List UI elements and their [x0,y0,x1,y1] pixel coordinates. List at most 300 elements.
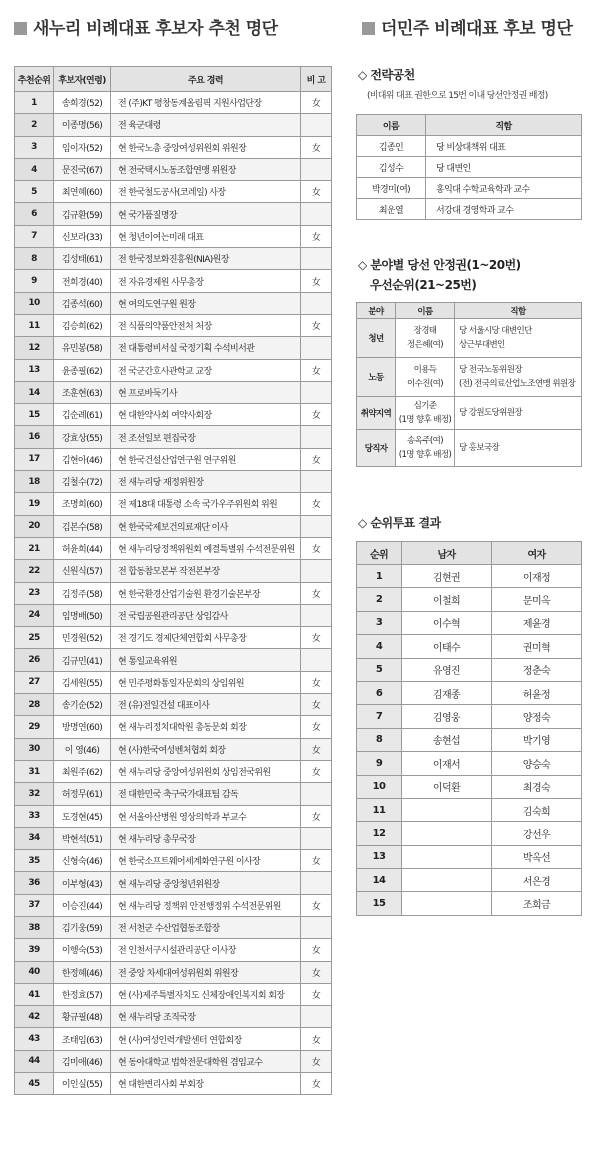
male-cell: 이재서 [402,752,492,775]
role-line: 당 전국노동위원장 [459,365,522,375]
table-row [357,565,582,588]
note-cell [301,337,332,359]
note-cell: 女 [301,1073,332,1095]
rank-cell: 7 [15,225,54,247]
female-cell: 박옥선 [492,845,582,868]
rank-cell: 20 [15,515,54,537]
candidate-cell: 황규필(48) [54,1006,111,1028]
table-row [357,430,582,467]
table-row [15,270,332,292]
note-cell: 女 [301,537,332,559]
career-cell: 현 새누리당 정책위 안전행정위 수석전문위원 [111,894,301,916]
rank-cell: 21 [15,537,54,559]
male-cell: 김영웅 [402,705,492,728]
career-cell: 현 새누리당 조직국장 [111,1006,301,1028]
rank-cell: 17 [15,448,54,470]
table-row [357,178,582,199]
career-cell: 전 육군대령 [111,114,301,136]
note-cell: 女 [301,1028,332,1050]
candidate-cell: 허정무(61) [54,783,111,805]
career-cell: 현 새누리당 총무국장 [111,827,301,849]
field-cell: 노동 [357,358,396,397]
note-cell [301,916,332,938]
field-cell: 취약지역 [357,397,396,430]
rank-cell: 7 [357,705,402,728]
role-line: 상근부대변인 [459,340,505,350]
rank-cell: 5 [357,658,402,681]
field-cell: 당직자 [357,430,396,467]
rank-cell: 16 [15,426,54,448]
rank-cell: 44 [15,1050,54,1072]
table-row [15,448,332,470]
table-row [357,775,582,798]
rank-cell: 27 [15,671,54,693]
names-cell [396,430,455,467]
table-row [15,827,332,849]
note-cell [301,649,332,671]
note-cell [301,872,332,894]
career-cell: 전 제18대 대통령 소속 국가우주위원회 위원 [111,493,301,515]
female-cell: 강선우 [492,822,582,845]
candidate-cell: 허윤희(44) [54,537,111,559]
note-cell [301,114,332,136]
candidate-cell: 이인실(55) [54,1073,111,1095]
table-row [15,515,332,537]
note-cell [301,381,332,403]
table-row [357,358,582,397]
career-cell: 현 새누리당정책위원회 예결특별위 수석전문위원 [111,537,301,559]
rank-cell: 8 [15,248,54,270]
male-cell: 이태수 [402,635,492,658]
table-row [15,961,332,983]
note-cell: 女 [301,92,332,114]
field-table [356,302,582,467]
career-cell: 현 한국환경산업기술원 환경기술본부장 [111,582,301,604]
candidate-cell: 이승진(44) [54,894,111,916]
rank-cell: 39 [15,939,54,961]
candidate-cell: 김승희(62) [54,314,111,336]
col-header-name: 이름 [396,303,455,319]
candidate-cell: 김본수(58) [54,515,111,537]
table-row [15,248,332,270]
candidate-cell: 신형숙(46) [54,850,111,872]
candidate-cell: 전희경(40) [54,270,111,292]
female-cell: 정춘숙 [492,658,582,681]
rank-cell: 34 [15,827,54,849]
rank-cell: 13 [15,359,54,381]
career-cell: 전 대통령비서실 국정기획 수석비서관 [111,337,301,359]
career-cell: 현 여의도연구원 원장 [111,292,301,314]
table-row [357,822,582,845]
title-cell: 서강대 경영학과 교수 [426,199,582,220]
career-cell: 전 서천군 수산업협동조합장 [111,916,301,938]
candidate-cell: 임이자(52) [54,136,111,158]
square-bullet-icon [362,22,375,35]
candidate-cell: 민경원(52) [54,627,111,649]
male-cell: 이덕환 [402,775,492,798]
note-cell: 女 [301,983,332,1005]
col-header-candidate: 후보자(연령) [54,67,111,92]
candidate-cell: 김세원(55) [54,671,111,693]
left-title-text: 새누리 비례대표 후보자 추천 명단 [33,19,278,39]
col-header-title: 직함 [426,115,582,136]
table-row [357,798,582,821]
rank-cell: 10 [357,775,402,798]
table-row [357,681,582,704]
male-cell: 유영진 [402,658,492,681]
table-row [15,894,332,916]
rank-cell: 11 [15,314,54,336]
note-cell: 女 [301,760,332,782]
career-cell: 현 청년이여는미래 대표 [111,225,301,247]
table-row [15,582,332,604]
rank-cell: 45 [15,1073,54,1095]
table-row [15,404,332,426]
career-cell: 현 한국노총 중앙여성위원회 위원장 [111,136,301,158]
male-cell: 송현섭 [402,728,492,751]
note-cell: 女 [301,359,332,381]
career-cell: 현 전국택시노동조합연맹 위원장 [111,158,301,180]
rank-cell: 4 [15,158,54,180]
candidate-cell: 이부형(43) [54,872,111,894]
table-row [15,738,332,760]
name-line: 심기준 [413,401,437,411]
col-header-career: 주요 경력 [111,67,301,92]
note-cell: 女 [301,1050,332,1072]
rank-cell: 9 [357,752,402,775]
rank-cell: 18 [15,471,54,493]
rank-cell: 23 [15,582,54,604]
candidate-cell: 유민봉(58) [54,337,111,359]
table-row [15,181,332,203]
rank-cell: 35 [15,850,54,872]
career-cell: 현 통일교육위원 [111,649,301,671]
career-cell: 현 새누리정치대학원 총동문회 회장 [111,716,301,738]
note-cell [301,827,332,849]
table-row [15,716,332,738]
rank-cell: 1 [357,565,402,588]
career-cell: 전 (주)KT 평창동계올림픽 지원사업단장 [111,92,301,114]
rank-cell: 36 [15,872,54,894]
rank-cell: 28 [15,694,54,716]
note-cell: 女 [301,225,332,247]
candidate-cell: 조태임(63) [54,1028,111,1050]
candidate-cell: 김철수(72) [54,471,111,493]
strategic-table [356,114,582,220]
table-row [15,1006,332,1028]
candidate-cell: 송희경(52) [54,92,111,114]
col-header-rank: 추천순위 [15,67,54,92]
rank-cell: 3 [357,611,402,634]
candidate-cell: 신보라(33) [54,225,111,247]
rank-cell: 19 [15,493,54,515]
table-row [15,783,332,805]
name-line: 이용득 [413,365,437,375]
table-row [357,199,582,220]
name-line: 장경태 [413,326,437,336]
female-cell: 허윤정 [492,681,582,704]
candidate-cell: 김순례(61) [54,404,111,426]
candidate-cell: 김종석(60) [54,292,111,314]
career-cell: 전 국군간호사관학교 교장 [111,359,301,381]
career-cell: 현 대한약사회 여약사회장 [111,404,301,426]
table-row [357,588,582,611]
female-cell: 박기영 [492,728,582,751]
career-cell: 전 대한민국 축구국가대표팀 감독 [111,783,301,805]
female-cell: 문미옥 [492,588,582,611]
rank-cell: 29 [15,716,54,738]
col-header-male: 남자 [402,542,492,565]
col-header-female: 여자 [492,542,582,565]
vote-result-table [356,541,582,916]
career-cell: 현 새누리당 중앙청년위원장 [111,872,301,894]
table-row [15,359,332,381]
candidate-cell: 김규민(41) [54,649,111,671]
note-cell: 女 [301,627,332,649]
rank-cell: 25 [15,627,54,649]
title-cell: 홍익대 수학교육학과 교수 [426,178,582,199]
career-cell: 전 자유경제원 사무총장 [111,270,301,292]
table-row [15,760,332,782]
note-cell: 女 [301,448,332,470]
rank-cell: 6 [15,203,54,225]
rank-cell: 42 [15,1006,54,1028]
female-cell: 양승숙 [492,752,582,775]
table-row [15,694,332,716]
role-line: 당 서울시당 대변인단 [459,326,532,336]
rank-cell: 6 [357,681,402,704]
note-cell [301,292,332,314]
note-cell [301,248,332,270]
candidate-cell: 도경현(45) [54,805,111,827]
candidate-cell: 최원주(62) [54,760,111,782]
names-cell [396,319,455,358]
candidate-cell: 이 영(46) [54,738,111,760]
career-cell: 전 새누리당 재정위원장 [111,471,301,493]
title-cell: 당 비상대책위 대표 [426,136,582,157]
career-cell: 현 프로바둑기사 [111,381,301,403]
roles-cell [455,358,582,397]
female-cell: 권미혁 [492,635,582,658]
note-cell [301,604,332,626]
career-cell: 전 한국정보화진흥원(NIA)원장 [111,248,301,270]
square-bullet-icon [14,22,27,35]
note-cell: 女 [301,493,332,515]
rank-cell: 31 [15,760,54,782]
career-cell: 현 동아대학교 법학전문대학원 겸임교수 [111,1050,301,1072]
table-row [357,869,582,892]
table-row [15,604,332,626]
male-cell [402,798,492,821]
table-row [15,136,332,158]
note-cell [301,426,332,448]
rank-cell: 11 [357,798,402,821]
candidate-cell: 송기순(52) [54,694,111,716]
table-row [15,1028,332,1050]
female-cell: 김숙희 [492,798,582,821]
table-row [357,635,582,658]
female-cell: 최경숙 [492,775,582,798]
table-row [15,203,332,225]
note-cell: 女 [301,314,332,336]
note-cell [301,1006,332,1028]
table-row [15,1073,332,1095]
rank-cell: 12 [357,822,402,845]
rank-cell: 8 [357,728,402,751]
right-title-text: 더민주 비례대표 후보 명단 [381,19,573,39]
name-cell: 김종인 [357,136,426,157]
career-cell: 현 한국건설산업연구원 연구위원 [111,448,301,470]
table-row [15,939,332,961]
note-cell: 女 [301,694,332,716]
note-cell: 女 [301,136,332,158]
table-row [15,493,332,515]
rank-cell: 41 [15,983,54,1005]
candidate-cell: 김미애(46) [54,1050,111,1072]
rank-cell: 43 [15,1028,54,1050]
candidate-cell: 임명배(50) [54,604,111,626]
candidate-cell: 조명희(60) [54,493,111,515]
rank-cell: 4 [357,635,402,658]
strategic-note: (비대위 대표 권한으로 15번 이내 당선안정권 배정) [367,91,548,101]
col-header-name: 이름 [357,115,426,136]
candidate-cell: 김현아(46) [54,448,111,470]
male-cell: 이철희 [402,588,492,611]
note-cell: 女 [301,805,332,827]
table-row [357,752,582,775]
table-row [15,872,332,894]
rank-cell: 13 [357,845,402,868]
rank-cell: 22 [15,560,54,582]
table-row [15,314,332,336]
name-line: 정은혜(여) [407,340,443,350]
table-row [15,1050,332,1072]
male-cell: 김재종 [402,681,492,704]
rank-cell: 40 [15,961,54,983]
rank-cell: 15 [15,404,54,426]
male-cell: 이수혁 [402,611,492,634]
career-cell: 현 (사)여성인력개발센터 연합회장 [111,1028,301,1050]
candidate-cell: 문진국(67) [54,158,111,180]
career-cell: 전 한국철도공사(코레일) 사장 [111,181,301,203]
table-row [357,157,582,178]
note-cell [301,471,332,493]
table-row [15,471,332,493]
rank-cell: 24 [15,604,54,626]
col-header-field: 분야 [357,303,396,319]
rank-cell: 2 [357,588,402,611]
col-header-title: 직함 [455,303,582,319]
table-row [15,560,332,582]
male-cell [402,869,492,892]
rank-cell: 15 [357,892,402,915]
name-line: (1명 향후 배정) [398,450,452,460]
candidate-cell: 최연혜(60) [54,181,111,203]
rank-cell: 32 [15,783,54,805]
table-row [15,381,332,403]
table-row [357,728,582,751]
names-cell [396,358,455,397]
note-cell [301,203,332,225]
female-cell: 제윤경 [492,611,582,634]
field-heading: ◇ 분야별 당선 안정권(1~20번) [358,258,521,272]
career-cell: 현 민주평화통일자문회의 상임위원 [111,671,301,693]
note-cell: 女 [301,582,332,604]
candidate-cell: 이종명(56) [54,114,111,136]
note-cell [301,783,332,805]
note-cell: 女 [301,738,332,760]
candidate-cell: 김성태(61) [54,248,111,270]
career-cell: 전 경기도 경제단체연합회 사무총장 [111,627,301,649]
female-cell: 서은경 [492,869,582,892]
table-row [357,892,582,915]
note-cell: 女 [301,850,332,872]
note-cell: 女 [301,404,332,426]
table-row [357,397,582,430]
roles-cell [455,319,582,358]
role-line: 당 홍보국장 [459,443,500,453]
career-cell: 현 서울아산병원 영상의학과 부교수 [111,805,301,827]
field-cell: 청년 [357,319,396,358]
male-cell [402,845,492,868]
candidate-cell: 강효상(55) [54,426,111,448]
table-row [15,426,332,448]
career-cell: 전 식품의약품안전처 처장 [111,314,301,336]
note-cell [301,158,332,180]
priority-heading: 우선순위(21~25번) [370,278,477,292]
candidate-cell: 방명연(60) [54,716,111,738]
name-line: (1명 향후 배정) [398,415,452,425]
name-cell: 박경미(여) [357,178,426,199]
rank-cell: 1 [15,92,54,114]
candidate-cell: 신원식(57) [54,560,111,582]
table-row [15,983,332,1005]
rank-cell: 30 [15,738,54,760]
rank-cell: 5 [15,181,54,203]
note-cell: 女 [301,716,332,738]
female-cell: 양정숙 [492,705,582,728]
name-line: 송옥주(여) [407,436,443,446]
candidate-cell: 김기웅(59) [54,916,111,938]
note-cell: 女 [301,939,332,961]
rank-cell: 10 [15,292,54,314]
note-cell: 女 [301,961,332,983]
table-row [357,319,582,358]
rank-cell: 12 [15,337,54,359]
table-row [357,705,582,728]
note-cell: 女 [301,181,332,203]
note-cell: 女 [301,894,332,916]
table-row [15,916,332,938]
career-cell: 전 국립공원관리공단 상임감사 [111,604,301,626]
female-cell: 이재정 [492,565,582,588]
col-header-note: 비 고 [301,67,332,92]
name-line: 이수진(여) [407,379,443,389]
strategic-heading: ◇ 전략공천 [358,68,415,82]
candidate-cell: 김정주(58) [54,582,111,604]
col-header-rank: 순위 [357,542,402,565]
rank-cell: 38 [15,916,54,938]
career-cell: 현 (사)제주특별자치도 신체장애인복지회 회장 [111,983,301,1005]
career-cell: 전 조선일보 편집국장 [111,426,301,448]
candidate-cell: 박현석(51) [54,827,111,849]
table-row [357,136,582,157]
male-cell [402,822,492,845]
career-cell: 현 (사)한국여성벤처협회 회장 [111,738,301,760]
saenuri-candidate-table [14,66,332,1095]
table-row [357,611,582,634]
candidate-cell: 이행숙(53) [54,939,111,961]
